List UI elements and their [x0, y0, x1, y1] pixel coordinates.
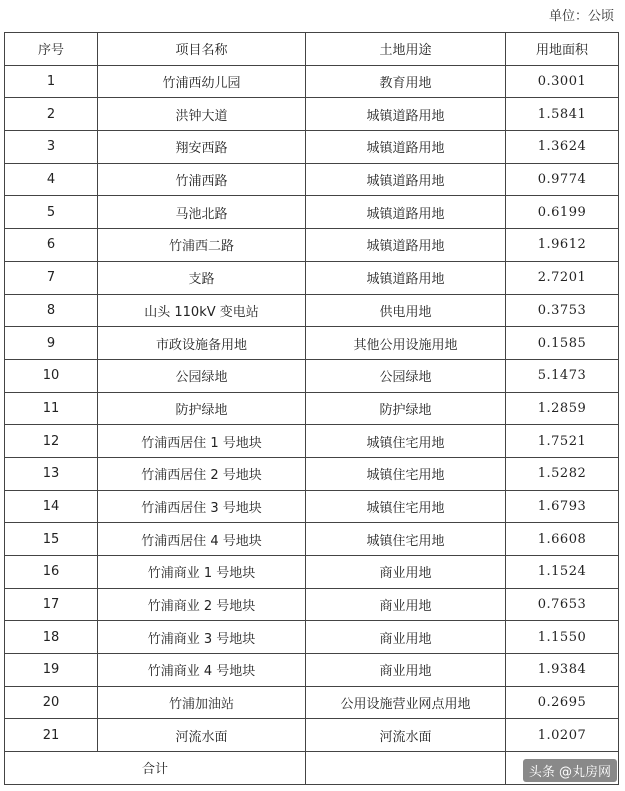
cell-index: 12: [5, 425, 98, 458]
table-row: [5, 621, 619, 654]
cell-project-name: 竹浦西路: [98, 163, 306, 196]
cell-area: 0.7653: [506, 588, 619, 621]
cell-land-use: 城镇道路用地: [306, 98, 506, 131]
cell-land-use: 城镇道路用地: [306, 261, 506, 294]
table-row: [5, 425, 619, 458]
cell-project-name: 河流水面: [98, 719, 306, 752]
unit-label: 单位：公顷: [548, 9, 614, 24]
cell-project-name: 竹浦商业 2 号地块: [98, 588, 306, 621]
cell-project-name: 竹浦商业 3 号地块: [98, 621, 306, 654]
cell-area: 0.3753: [506, 294, 619, 327]
cell-area: 1.6793: [506, 490, 619, 523]
cell-project-name: 竹浦西居住 4 号地块: [98, 523, 306, 556]
cell-index: 21: [5, 719, 98, 752]
cell-land-use: 其他公用设施用地: [306, 327, 506, 360]
cell-land-use: 商业用地: [306, 588, 506, 621]
table-row: [5, 490, 619, 523]
cell-index: 18: [5, 621, 98, 654]
cell-land-use: 城镇道路用地: [306, 163, 506, 196]
cell-project-name: 支路: [98, 261, 306, 294]
cell-land-use: 防护绿地: [306, 392, 506, 425]
cell-area: 0.9774: [506, 163, 619, 196]
table-row: [5, 163, 619, 196]
table-header-row: [5, 33, 619, 66]
cell-land-use: 河流水面: [306, 719, 506, 752]
cell-project-name: 市政设施备用地: [98, 327, 306, 360]
cell-land-use: 城镇道路用地: [306, 131, 506, 164]
cell-index: 5: [5, 196, 98, 229]
table-row: [5, 556, 619, 589]
cell-project-name: 竹浦西二路: [98, 229, 306, 262]
land-use-table: [4, 32, 619, 785]
cell-index: 10: [5, 359, 98, 392]
cell-area: 0.2695: [506, 686, 619, 719]
cell-project-name: 竹浦西居住 3 号地块: [98, 490, 306, 523]
cell-area: 1.5282: [506, 457, 619, 490]
table-row: [5, 359, 619, 392]
cell-index: 15: [5, 523, 98, 556]
table-row: [5, 588, 619, 621]
cell-index: 2: [5, 98, 98, 131]
cell-area: 1.5841: [506, 98, 619, 131]
table-row: [5, 131, 619, 164]
table-body: [5, 65, 619, 751]
cell-project-name: 山头 110kV 变电站: [98, 294, 306, 327]
cell-project-name: 竹浦西居住 1 号地块: [98, 425, 306, 458]
cell-project-name: 防护绿地: [98, 392, 306, 425]
cell-index: 6: [5, 229, 98, 262]
table-row: [5, 327, 619, 360]
cell-index: 13: [5, 457, 98, 490]
table-row: [5, 196, 619, 229]
table-row: [5, 686, 619, 719]
cell-area: 1.0207: [506, 719, 619, 752]
cell-project-name: 竹浦西居住 2 号地块: [98, 457, 306, 490]
table-row: [5, 392, 619, 425]
cell-project-name: 马池北路: [98, 196, 306, 229]
cell-index: 19: [5, 654, 98, 687]
cell-index: 20: [5, 686, 98, 719]
cell-index: 16: [5, 556, 98, 589]
cell-land-use: 城镇住宅用地: [306, 425, 506, 458]
cell-project-name: 竹浦西幼儿园: [98, 65, 306, 98]
cell-land-use: 城镇道路用地: [306, 196, 506, 229]
total-land-use-cell: [306, 752, 506, 785]
header-project-name: 项目名称: [98, 33, 306, 66]
table-row: [5, 65, 619, 98]
cell-area: 1.6608: [506, 523, 619, 556]
cell-area: 1.7521: [506, 425, 619, 458]
cell-project-name: 公园绿地: [98, 359, 306, 392]
cell-index: 11: [5, 392, 98, 425]
cell-project-name: 竹浦商业 4 号地块: [98, 654, 306, 687]
total-label: 合计: [5, 752, 306, 785]
cell-area: 1.1524: [506, 556, 619, 589]
cell-index: 7: [5, 261, 98, 294]
cell-land-use: 商业用地: [306, 654, 506, 687]
cell-index: 14: [5, 490, 98, 523]
header-area: 用地面积: [506, 33, 619, 66]
cell-area: 1.9612: [506, 229, 619, 262]
cell-land-use: 商业用地: [306, 556, 506, 589]
cell-index: 9: [5, 327, 98, 360]
cell-land-use: 城镇住宅用地: [306, 490, 506, 523]
cell-project-name: 洪钟大道: [98, 98, 306, 131]
cell-area: 0.1585: [506, 327, 619, 360]
header-land-use: 土地用途: [306, 33, 506, 66]
cell-land-use: 商业用地: [306, 621, 506, 654]
cell-area: 0.3001: [506, 65, 619, 98]
cell-area: 1.2859: [506, 392, 619, 425]
cell-area: 5.1473: [506, 359, 619, 392]
watermark: 头条 @丸房网: [523, 759, 617, 782]
table-row: [5, 98, 619, 131]
header-index: 序号: [5, 33, 98, 66]
cell-index: 17: [5, 588, 98, 621]
cell-area: 0.6199: [506, 196, 619, 229]
cell-land-use: 城镇住宅用地: [306, 457, 506, 490]
table-row: [5, 654, 619, 687]
cell-area: 1.9384: [506, 654, 619, 687]
table-row: [5, 457, 619, 490]
cell-area: 1.1550: [506, 621, 619, 654]
table-row: [5, 523, 619, 556]
cell-land-use: 城镇道路用地: [306, 229, 506, 262]
cell-area: 1.3624: [506, 131, 619, 164]
cell-project-name: 翔安西路: [98, 131, 306, 164]
table-row: [5, 294, 619, 327]
cell-land-use: 教育用地: [306, 65, 506, 98]
table-row: [5, 719, 619, 752]
table-row: [5, 229, 619, 262]
cell-land-use: 公用设施营业网点用地: [306, 686, 506, 719]
cell-land-use: 城镇住宅用地: [306, 523, 506, 556]
cell-area: 2.7201: [506, 261, 619, 294]
cell-index: 4: [5, 163, 98, 196]
table-row: [5, 261, 619, 294]
cell-index: 1: [5, 65, 98, 98]
cell-project-name: 竹浦加油站: [98, 686, 306, 719]
cell-index: 3: [5, 131, 98, 164]
cell-project-name: 竹浦商业 1 号地块: [98, 556, 306, 589]
cell-land-use: 供电用地: [306, 294, 506, 327]
cell-land-use: 公园绿地: [306, 359, 506, 392]
cell-index: 8: [5, 294, 98, 327]
